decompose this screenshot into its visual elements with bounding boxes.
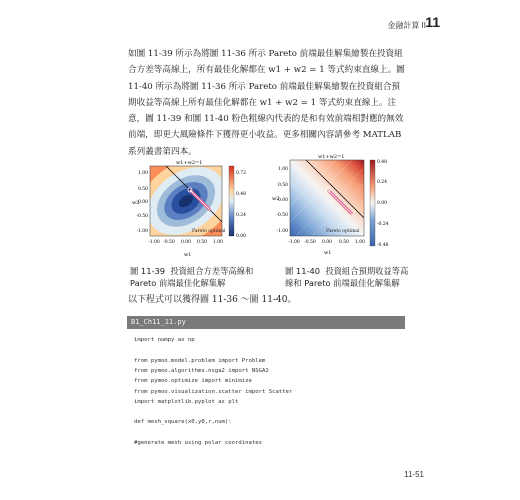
code-line: import matplotlib.pyplot as plt — [134, 398, 239, 405]
colorbar-tick: 0.00 — [236, 234, 247, 239]
header-title: 金融計算 II — [387, 21, 426, 30]
x-tick: 0.00 — [180, 240, 192, 245]
caption-number: 圖 11-40 — [285, 266, 321, 276]
x-tick: -1.00 — [148, 240, 160, 245]
pareto-annotation: Pareto optimal — [192, 229, 226, 234]
y-tick: 1.00 — [277, 167, 288, 172]
colorbar-tick: 0.72 — [236, 171, 247, 176]
x-tick: 1.00 — [212, 240, 224, 245]
code-line: from pymoo.algorithms.nsga2 import NSGA2 — [134, 367, 269, 374]
y-tick: -0.50 — [136, 214, 148, 219]
y-tick: -1.00 — [276, 229, 288, 234]
code-line: from pymoo.model.problem import Problem — [134, 357, 266, 364]
x-axis-label: w1 — [324, 250, 332, 256]
eq-label: w1+w2=1 — [318, 154, 345, 160]
colorbar — [370, 160, 375, 246]
variance-contour-plot — [128, 158, 258, 266]
colorbar-tick: 0.00 — [377, 201, 388, 206]
y-tick: 1.00 — [137, 171, 148, 176]
figure-11-39 — [128, 158, 258, 270]
x-axis-label: w1 — [184, 252, 192, 258]
y-tick: 0.00 — [277, 198, 288, 203]
code-line: #generate mesh using polar coordinates — [134, 440, 262, 446]
x-tick: -1.00 — [288, 240, 300, 245]
caption-number: 圖 11-39 — [130, 266, 166, 276]
page-number: 11-51 — [404, 470, 424, 479]
x-tick: 0.00 — [321, 240, 333, 245]
code-line: from pymoo.optimize import minimize — [134, 378, 252, 385]
y-axis-label: w2 — [272, 196, 280, 202]
y-tick: -1.00 — [136, 229, 148, 234]
colorbar-tick: 0.24 — [236, 213, 247, 218]
caption-11-40 — [285, 265, 415, 289]
x-tick: 1.00 — [354, 240, 366, 245]
x-tick: 0.50 — [338, 240, 350, 245]
colorbar-tick: -0.24 — [377, 222, 389, 227]
colorbar — [229, 166, 234, 236]
y-tick: 0.50 — [277, 183, 288, 188]
caption-11-39 — [130, 265, 270, 289]
pareto-annotation: Pareto optimal — [326, 229, 360, 234]
y-tick: -0.50 — [276, 213, 288, 218]
eq-label: w1+w2=1 — [176, 160, 203, 166]
code-line: import numpy as np — [134, 337, 195, 343]
caption-text: 投資組合預期收益等高線和 Pareto 前端最佳化解集解 — [285, 266, 409, 288]
y-tick: 0.50 — [137, 187, 148, 192]
y-axis-label: w2 — [132, 200, 140, 206]
y-tick: 0.00 — [137, 200, 148, 205]
chapter-number: 11 — [425, 14, 440, 30]
body-paragraph: 如圖 11-39 所示為將圖 11-36 所示 Pareto 前端最佳解集繪製在投資組合方差等高線上，所有最佳化解都在 w1 + w2 = 1 等式約束直線上。圖 11-40 所示為將圖 11-36 所示 Pareto 前端最佳解集繪製在投資組合預期收益等高線上所有最佳化解都在 w1 + w2 = 1 等式約束直線上。注意，圖 11-39 和圖 11-40 粉色粗線內代表的是和有效前端相對應的無效前端，即更大風險條件下獲得更小收益。更多相關內容請參考 MATLAB 系列叢書第四本。 — [128, 49, 405, 157]
code-line: def mesh_square(x0,y0,r,num): — [134, 419, 232, 426]
x-tick: -0.50 — [304, 240, 316, 245]
figure-11-40 — [268, 150, 408, 262]
colorbar-tick: 0.48 — [236, 192, 247, 197]
code-line: from pymoo.visualization.scatter import Scatter — [134, 388, 293, 395]
colorbar-tick: -0.48 — [377, 243, 389, 248]
caption-text: 投資組合方差等高線和 Pareto 前端最佳化解集解 — [130, 266, 254, 288]
colorbar-tick: 0.48 — [377, 160, 388, 165]
code-lead-text: 以下程式可以獲得圖 11-36 ～圖 11-40。 — [128, 295, 297, 305]
return-contour-plot — [268, 150, 408, 258]
colorbar-tick: 0.24 — [377, 180, 388, 185]
code-file-title: B1_Ch11_11.py — [127, 316, 405, 329]
x-tick: -0.50 — [163, 240, 175, 245]
x-tick: 0.50 — [196, 240, 208, 245]
